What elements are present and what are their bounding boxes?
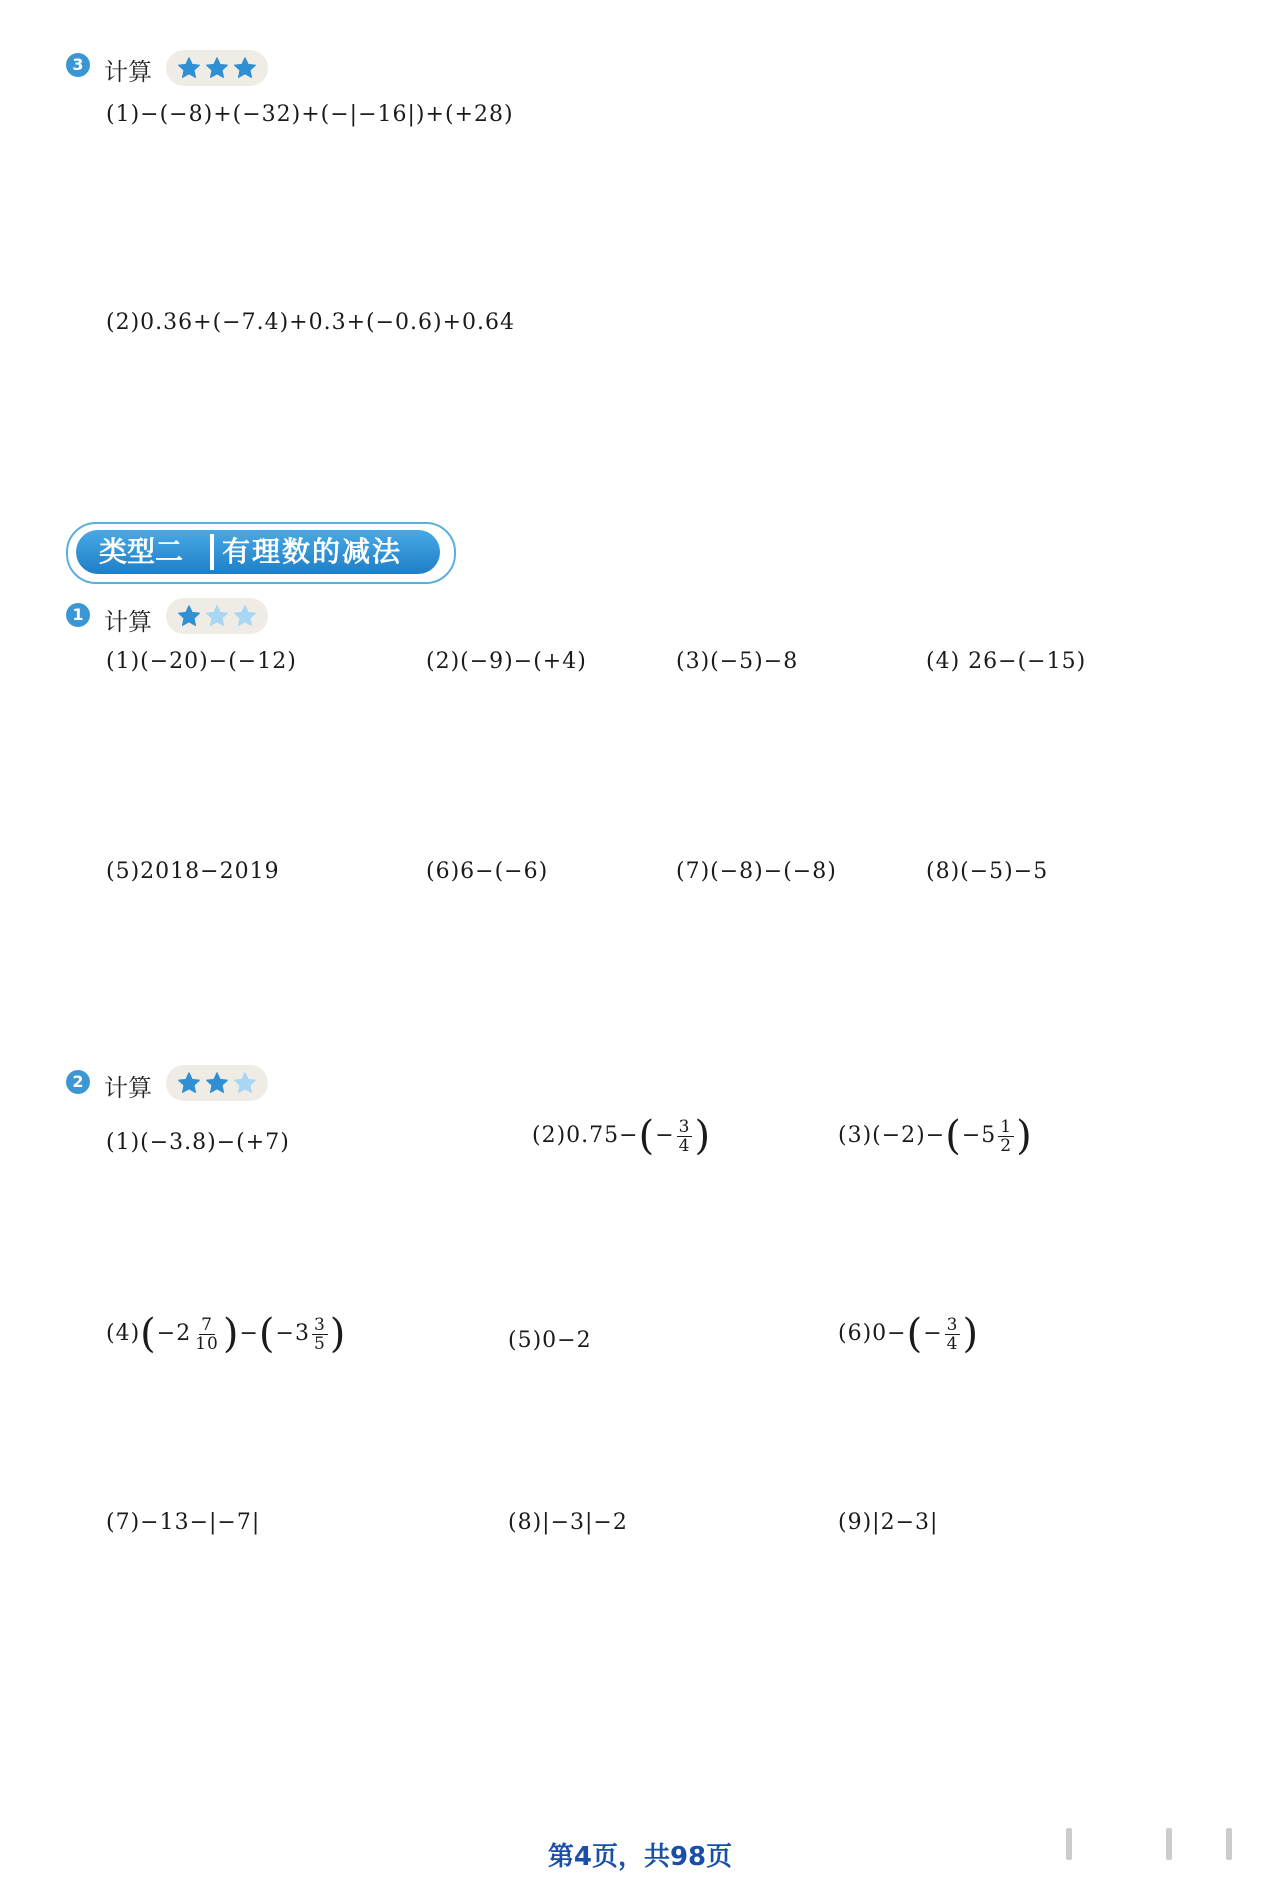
- problem-text: (7)−13−|−7|: [106, 1510, 261, 1535]
- question-number-badge: 1: [66, 603, 90, 627]
- problem-text: [838, 1311, 980, 1357]
- problem-text: (4) 26−(−15): [926, 649, 1087, 674]
- question-label: 计算: [104, 58, 152, 86]
- problem-text: (8)(−5)−5: [926, 859, 1049, 884]
- problem-prefix: (2)0.75−: [532, 1123, 639, 1148]
- section-type-label: 类型二: [98, 535, 183, 568]
- problem-text: [106, 1311, 347, 1357]
- scrollbar-handle[interactable]: [1066, 1828, 1072, 1860]
- question-number-badge: 3: [66, 53, 90, 77]
- question-label: 计算: [104, 1074, 152, 1102]
- star-filled-icon: [204, 1070, 230, 1096]
- denominator: 5: [313, 1333, 326, 1354]
- left-paren: (: [945, 1113, 962, 1159]
- star-filled-icon: [204, 55, 230, 81]
- difficulty-stars: [166, 598, 268, 634]
- right-paren: ): [329, 1311, 347, 1357]
- left-paren: (: [906, 1311, 924, 1357]
- star-empty-icon: [232, 1070, 258, 1096]
- problem-text: (9)|2−3|: [838, 1510, 939, 1535]
- section-title: 有理数的减法: [222, 535, 403, 568]
- problem-prefix: (4): [106, 1321, 141, 1346]
- right-paren: ): [694, 1113, 712, 1159]
- banner-divider: [210, 534, 214, 570]
- problem-text: [838, 1113, 1033, 1159]
- problem-text: (8)|−3|−2: [508, 1510, 628, 1535]
- question-number-badge: 2: [66, 1070, 90, 1094]
- fraction: [193, 1316, 221, 1353]
- left-paren: (: [140, 1311, 157, 1357]
- denominator: 2: [1000, 1135, 1013, 1156]
- problem-text: (1)−(−8)+(−32)+(−|−16|)+(+28): [106, 102, 514, 127]
- problem-text: (5)0−2: [508, 1328, 592, 1353]
- fraction: [998, 1118, 1014, 1155]
- star-filled-icon: [232, 55, 258, 81]
- left-paren: (: [638, 1113, 656, 1159]
- denominator: 4: [678, 1135, 691, 1156]
- problem-text: (7)(−8)−(−8): [676, 859, 837, 884]
- denominator: 4: [946, 1333, 959, 1354]
- denominator: 10: [195, 1333, 219, 1354]
- fraction: [312, 1316, 328, 1353]
- problem-text: (5)2018−2019: [106, 859, 280, 884]
- fraction: [677, 1118, 693, 1155]
- scrollbar-handle[interactable]: [1226, 1828, 1232, 1860]
- problem-text: [532, 1113, 712, 1159]
- star-empty-icon: [232, 603, 258, 629]
- left-paren: (: [258, 1311, 276, 1357]
- fraction: [945, 1316, 961, 1353]
- star-empty-icon: [204, 603, 230, 629]
- difficulty-stars: [166, 1065, 268, 1101]
- minus-sign: −: [239, 1321, 259, 1346]
- problem-text: (2)(−9)−(+4): [426, 649, 587, 674]
- star-filled-icon: [176, 603, 202, 629]
- right-paren: ): [962, 1311, 980, 1357]
- difficulty-stars: [166, 50, 268, 86]
- sign: −: [923, 1321, 943, 1346]
- numerator: 3: [946, 1314, 959, 1335]
- page-footer: 第4页，共98页: [547, 1842, 733, 1872]
- right-paren: ): [222, 1311, 240, 1357]
- star-filled-icon: [176, 1070, 202, 1096]
- numerator: 1: [1000, 1116, 1013, 1137]
- numerator: 3: [678, 1116, 691, 1137]
- problem-text: (3)(−5)−8: [676, 649, 799, 674]
- right-paren: ): [1016, 1113, 1033, 1159]
- sign: −5: [961, 1123, 997, 1148]
- problem-text: (2)0.36+(−7.4)+0.3+(−0.6)+0.64: [106, 310, 516, 335]
- question-label: 计算: [104, 608, 152, 636]
- section-banner: [66, 522, 456, 584]
- sign: −3: [275, 1321, 310, 1346]
- problem-text: (1)(−20)−(−12): [106, 649, 297, 674]
- problem-prefix: (6)0−: [838, 1321, 907, 1346]
- problem-prefix: (3)(−2)−: [838, 1123, 946, 1148]
- numerator: 7: [201, 1314, 213, 1335]
- sign: −2: [156, 1321, 192, 1346]
- numerator: 3: [313, 1314, 326, 1335]
- star-filled-icon: [176, 55, 202, 81]
- scrollbar-handle[interactable]: [1166, 1828, 1172, 1860]
- sign: −: [655, 1123, 675, 1148]
- problem-text: (1)(−3.8)−(+7): [106, 1130, 290, 1155]
- problem-text: (6)6−(−6): [426, 859, 549, 884]
